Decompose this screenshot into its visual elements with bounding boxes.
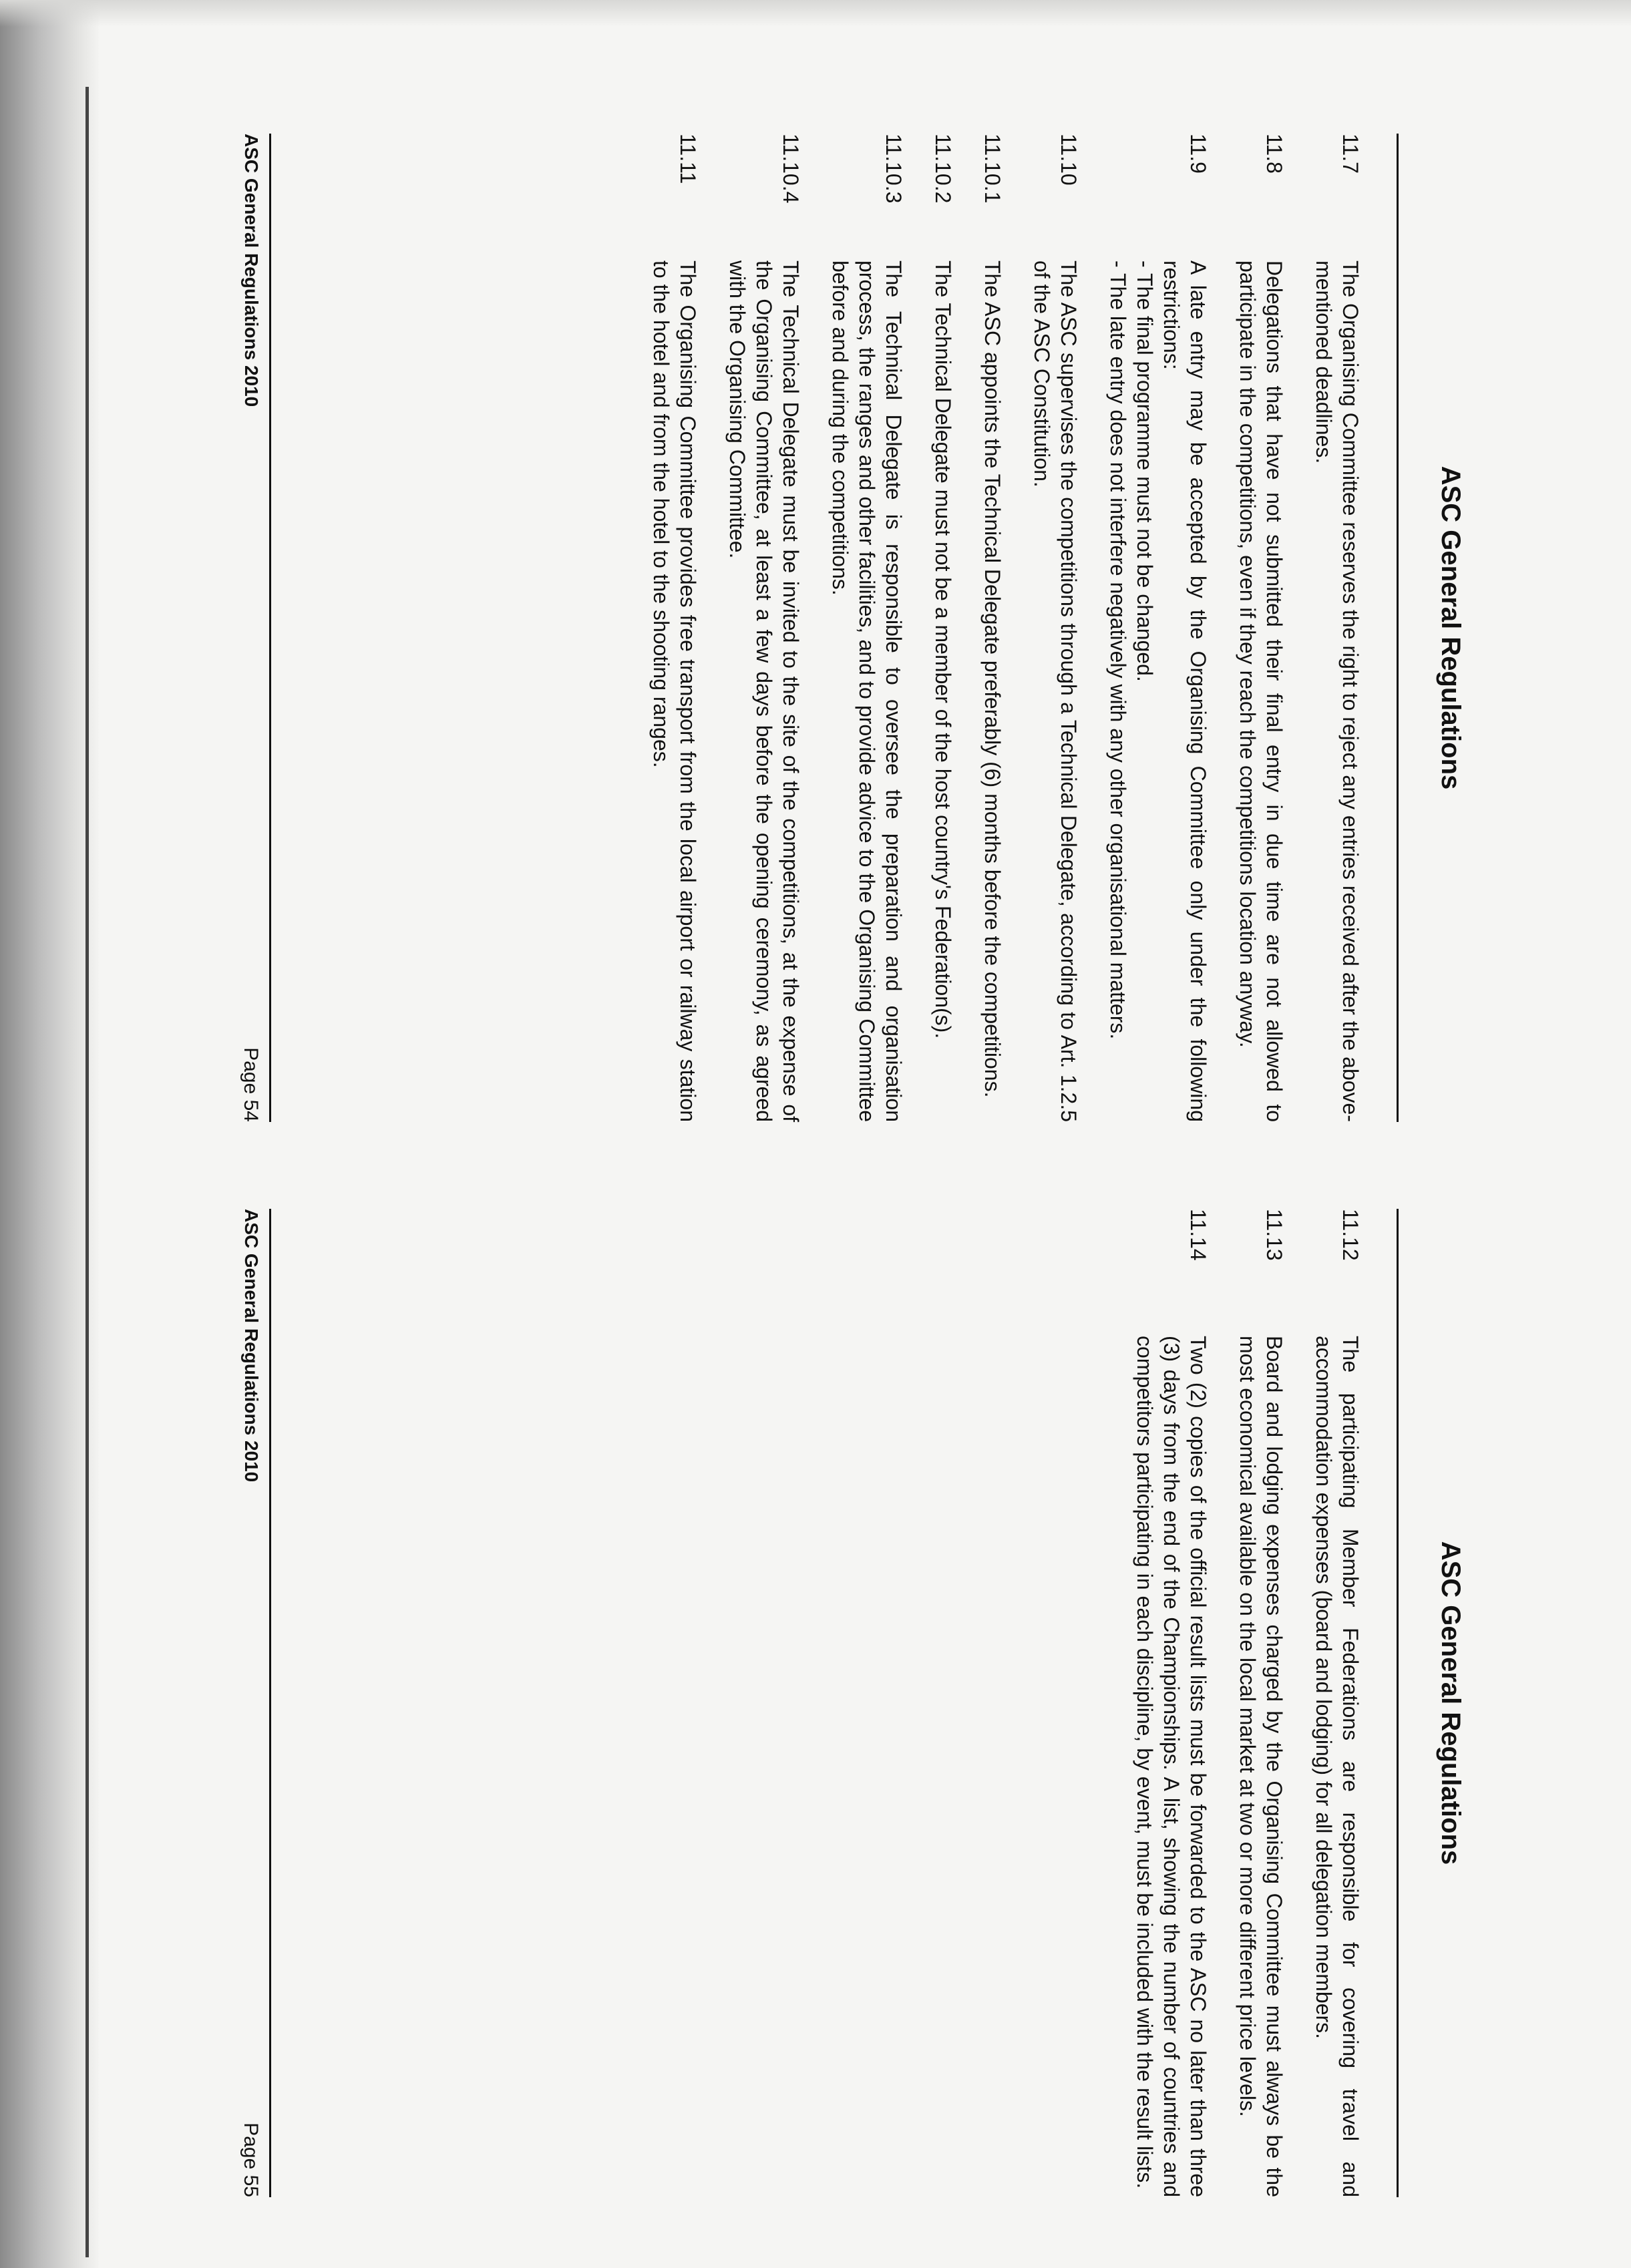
regulation-item — [648, 134, 701, 1122]
clause-bullet: - The final programme must not be changed. — [1133, 260, 1157, 682]
footer-title: ASC General Regulations 2010 — [241, 134, 262, 407]
footer-rule — [269, 134, 271, 1122]
regulation-item — [1310, 134, 1364, 1122]
clause-text: The ASC supervises the competitions through a Technical Delegate, according to Art. 1.2.5 of the ASC Constitution. — [1030, 260, 1081, 1122]
clause-number: 11.10.2 — [931, 134, 955, 204]
clause-text: The Technical Delegate must not be a member of the host country's Federation(s). — [931, 260, 955, 1039]
regulation-list — [1109, 1209, 1364, 2197]
right-page — [162, 1209, 1497, 2197]
clause-text: A late entry may be accepted by the Organising Committee only under the following restrictions: — [1159, 260, 1210, 1122]
clause-number: 11.12 — [1338, 1209, 1363, 1261]
regulation-item — [1234, 134, 1288, 1122]
clause-number: 11.10 — [1057, 134, 1081, 186]
clause-number: 11.10.3 — [882, 134, 906, 204]
clause-text: Two (2) copies of the official result lists must be forwarded to the ASC no later than three (3) days from the end of the Championships. A list, showing the number of countries and competitors participating in each discipline, by event, must be included with the result lists. — [1133, 1336, 1210, 2197]
clause-text: The participating Member Federations are responsible for covering travel and accommodation expenses (board and lodging) for all delegation members. — [1312, 1336, 1363, 2197]
page-number: Page 54 — [240, 1047, 262, 1122]
regulation-item — [930, 134, 956, 1122]
regulation-item — [1131, 1209, 1212, 2197]
clause-text: Board and lodging expenses charged by the Organising Committee must always be the most economical available on the local market at two or more different price levels. — [1236, 1336, 1286, 2197]
footer-rule — [269, 1209, 271, 2197]
clause-number: 11.10.1 — [980, 134, 1005, 204]
regulation-item — [1105, 134, 1212, 1122]
header-rule — [1397, 1209, 1399, 2197]
regulation-item — [1234, 1209, 1288, 2197]
clause-text: The ASC appoints the Technical Delegate preferably (6) months before the competitions. — [980, 260, 1005, 1098]
clause-number: 11.10.4 — [779, 134, 803, 204]
clause-body — [1105, 260, 1212, 1122]
clause-number: 11.13 — [1262, 1209, 1286, 1261]
regulation-item — [979, 134, 1006, 1122]
page-header-title: ASC General Regulations — [1436, 1541, 1465, 1865]
clause-number: 11.14 — [1186, 1209, 1210, 1261]
left-page — [162, 134, 1497, 1122]
page-header-title: ASC General Regulations — [1436, 465, 1465, 790]
clause-number: 11.9 — [1186, 134, 1210, 174]
regulation-list — [625, 134, 1364, 1122]
header-rule — [1397, 134, 1399, 1122]
clause-text: The Organising Committee reserves the right to reject any entries received after the above-mentioned deadlines. — [1312, 260, 1363, 1122]
footer-title: ASC General Regulations 2010 — [241, 1209, 262, 1483]
clause-text: Delegations that have not submitted their final entry in due time are not allowed to participate in the competitions, even if they reach the competitions location anyway. — [1236, 260, 1286, 1122]
regulation-item — [1310, 1209, 1364, 2197]
page-number: Page 55 — [240, 2122, 262, 2197]
clause-text: The Technical Delegate must be invited to the site of the competitions, at the expense of the Organising Committee, at least a few days before the opening ceremony, as agreed with the Organising Committee. — [725, 260, 803, 1122]
clause-text: The Technical Delegate is responsible to oversee the preparation and organisation process, the ranges and other facilities, and to provide advice to the Organising Committee before and during the competitions. — [828, 260, 906, 1122]
regulation-item — [1029, 134, 1082, 1122]
clause-bullet: - The late entry does not interfere negatively with any other organisational matters. — [1106, 260, 1130, 1040]
regulation-item — [724, 134, 804, 1122]
clause-text: The Organising Committee provides free transport from the local airport or railway station to the hotel and from the hotel to the shooting ranges. — [649, 260, 700, 1122]
regulation-item — [827, 134, 907, 1122]
clause-number: 11.8 — [1262, 134, 1286, 174]
clause-number: 11.7 — [1338, 134, 1363, 174]
clause-number: 11.11 — [676, 134, 700, 184]
